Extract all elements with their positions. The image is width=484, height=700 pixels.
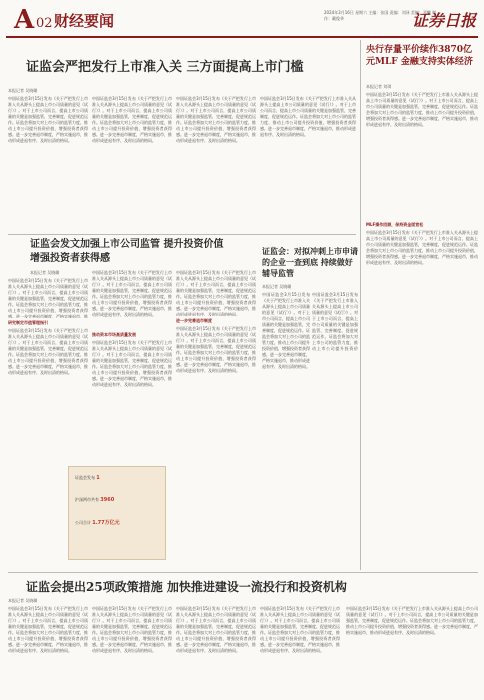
article-2-col2a: 中国证监会3月15日发布《关于严把发行上市准入关从源头上提高上市公司质量的意见（试行）》。对于上市公司而言，提高上市公司质量的关键是加强监管，完善制度，促进规范运作。证监会将加大对上市公司的监管力度，推动上市公司提升投资价值，增强投资者获得感。进一步完善退市制度，严格实施退市，推动形成进退有序、及时出清的格局。: [92, 270, 172, 317]
section-title: 财经要闻: [54, 12, 115, 30]
subhead-market-dev: 推动资本市场高质量发展: [92, 332, 136, 337]
article-2-col3b: 中国证监会3月15日发布《关于严把发行上市准入关从源头上提高上市公司质量的意见（试行）》。对于上市公司而言，提高上市公司质量的关键是加强监管，完善制度，促进规范运作。证监会将加大对上市公司的监管力度，推动上市公司提升投资价值，增强投资者获得感。进一步完善退市制度，严格实施退市，推动形成进退有序、及时出清的格局。: [176, 326, 256, 373]
article-1-col1: 中国证监会3月15日发布《关于严把发行上市准入关从源头上提高上市公司质量的意见（试行）》。对于上市公司而言，提高上市公司质量的关键是加强监管，完善制度，促进规范运作。证监会将加大对上市公司的监管力度，推动上市公司提升投资价值，增强投资者获得感。进一步完善退市制度，严格实施退市，推动形成进退有序、及时出清的格局。: [8, 96, 88, 143]
article-1-title: 证监会严把发行上市准入关 三方面提高上市门槛: [26, 60, 304, 75]
sidebar-title: 央行存量平价续作3870亿元MLF 金融支持实体经济: [366, 45, 473, 67]
sidebar-byline: 本报记者 刘琪: [366, 84, 392, 89]
header-info: 2024年3月16日 星期六 主编：张国 责编：刘泽 美编：邓鹏 制作：戴俊华: [324, 10, 437, 21]
article-4-title: 证监会提出25项政策措施 加快推进建设一流投行和投资机构: [26, 580, 347, 594]
sidebar-rule: [360, 40, 361, 570]
article-3-col1: 中国证监会3月15日发布《关于严把发行上市准入关从源头上提高上市公司质量的意见（试行）》。对于上市公司而言，提高上市公司质量的关键是加强监管，完善制度，促进规范运作。证监会将加大对上市公司的监管力度，推动上市公司提升投资价值，增强投资者获得感。进一步完善退市制度，严格实施退市，推动形成进退有序、及时出清的格局。: [262, 292, 310, 369]
highlight-box: [68, 466, 166, 560]
section-divider: [8, 234, 356, 235]
subhead-delisting: 进一步完善退市制度: [176, 318, 212, 323]
subhead-market-value: 研究制定市值管理指引: [8, 320, 48, 325]
article-2-col1a: 中国证监会3月15日发布《关于严把发行上市准入关从源头上提高上市公司质量的意见（试行）》。对于上市公司而言，提高上市公司质量的关键是加强监管，完善制度，促进规范运作。证监会将加大对上市公司的监管力度，推动上市公司提升投资价值，增强投资者获得感。进一步完善退市制度，严格实施退市，推: [8, 278, 88, 318]
article-4-col4: 中国证监会3月15日发布《关于严把发行上市准入关从源头上提高上市公司质量的意见（试行）》。对于上市公司而言，提高上市公司质量的关键是加强监管，完善制度，促进规范运作。证监会将加大对上市公司的监管力度，推动上市公司提升投资价值，增强投资者获得感。进一步完善退市制度，严格实施退市，推动形成进退有序、及时出清的格局。: [260, 606, 340, 653]
sidebar-body-3: 中国证监会3月15日发布《关于严把发行上市准入关从源头上提高上市公司质量的意见（试行）》。对于上市公司而言，提高上市公司质量的关键是加强监管，完善制度，促进规范运作。证监会将加大对上市公司的监管力度，推动上市公司提升投资价值，增强投资者获得感。进一步完善退市制度，严格实施退市，推动形成进退有序、及时出清的格局。: [346, 606, 478, 635]
highlight-line-1: 证监会发布 1: [75, 475, 100, 481]
highlight-line-2: 沪深两市共有 3960: [75, 497, 115, 503]
article-2-col3a: 中国证监会3月15日发布《关于严把发行上市准入关从源头上提高上市公司质量的意见（试行）》。对于上市公司而言，提高上市公司质量的关键是加强监管，完善制度，促进规范运作。证监会将加大对上市公司的监管力度，推动上市公司提升投资价值，增强投资者获得感。进一步完善退市制度，严格实施退市，推动形成进退有序、及时出清的格局。: [176, 270, 256, 316]
article-2-title: 证监会发文加强上市公司监管 提升投资价值增强投资者获得感: [30, 239, 224, 264]
article-4-byline: 本报记者 吴晓璐: [8, 598, 38, 603]
article-3-col2: 中国证监会3月15日发布《关于严把发行上市准入关从源头上提高上市公司质量的意见（试行）》。对于上市公司而言，提高上市公司质量的关键是加强监管，完善制度，促进规范运作。证监会将加大对上市公司的监管力度，推动上市公司提升投资价: [312, 292, 358, 351]
article-1-col4: 中国证监会3月15日发布《关于严把发行上市准入关从源头上提高上市公司质量的意见（试行）》。对于上市公司而言，提高上市公司质量的关键是加强监管，完善制度，促进规范运作。证监会将加大对上市公司的监管力度，推动上市公司提升投资价值，增强投资者获得感。进一步完善退市制度，严格实施退市，推动形成进退有序、及时出清的格局。: [260, 96, 356, 137]
highlight-line-3: 公司合计 1.77万亿元: [75, 520, 120, 526]
article-4-col1: 中国证监会3月15日发布《关于严把发行上市准入关从源头上提高上市公司质量的意见（试行）》。对于上市公司而言，提高上市公司质量的关键是加强监管，完善制度，促进规范运作。证监会将加大对上市公司的监管力度，推动上市公司提升投资价值，增强投资者获得感。进一步完善退市制度，严格实施退市，推动形成进退有序、及时出清的格局。: [8, 606, 88, 653]
article-3-byline: 本报记者 吴晓璐: [262, 284, 292, 289]
page-header: [6, 6, 478, 34]
article-1-byline: 本报记者 吴晓璐: [8, 88, 38, 93]
page-number: 02: [36, 16, 53, 31]
article-4-col3: 中国证监会3月15日发布《关于严把发行上市准入关从源头上提高上市公司质量的意见（试行）》。对于上市公司而言，提高上市公司质量的关键是加强监管，完善制度，促进规范运作。证监会将加大对上市公司的监管力度，推动上市公司提升投资价值，增强投资者获得感。进一步完善退市制度，严格实施退市，推动形成进退有序、及时出清的格局。: [176, 606, 256, 653]
sidebar-body-1: 中国证监会3月15日发布《关于严把发行上市准入关从源头上提高上市公司质量的意见（试行）》。对于上市公司而言，提高上市公司质量的关键是加强监管，完善制度，促进规范运作。证监会将加大对上市公司的监管力度，推动上市公司提升投资价值，增强投资者获得感。进一步完善退市制度，严格实施退市，推动形成进退有序、及时出清的格局。: [366, 92, 478, 127]
article-2-col2b: 中国证监会3月15日发布《关于严把发行上市准入关从源头上提高上市公司质量的意见（试行）》。对于上市公司而言，提高上市公司质量的关键是加强监管，完善制度，促进规范运作。证监会将加大对上市公司的监管力度，推动上市公司提升投资价值，增强投资者获得感。进一步完善退市制度，严格实施退市，推动形成进退有序、及时出清的格局。: [92, 340, 172, 387]
sidebar-subhead: MLF操作回顾，保持资金面宽松: [366, 222, 424, 227]
sidebar-body-2: 中国证监会3月15日发布《关于严把发行上市准入关从源头上提高上市公司质量的意见（试行）》。对于上市公司而言，提高上市公司质量的关键是加强监管，完善制度，促进规范运作。证监会将加大对上市公司的监管力度，推动上市公司提升投资价值，增强投资者获得感。进一步完善退市制度，严格实施退市，推动形成进退有序、及时出清的格局。: [366, 230, 478, 265]
article-1-col2: 中国证监会3月15日发布《关于严把发行上市准入关从源头上提高上市公司质量的意见（试行）》。对于上市公司而言，提高上市公司质量的关键是加强监管，完善制度，促进规范运作。证监会将加大对上市公司的监管力度，推动上市公司提升投资价值，增强投资者获得感。进一步完善退市制度，严格实施退市，推动形成进退有序、及时出清的格局。: [92, 96, 172, 143]
article-1-col3: 中国证监会3月15日发布《关于严把发行上市准入关从源头上提高上市公司质量的意见（试行）》。对于上市公司而言，提高上市公司质量的关键是加强监管，完善制度，促进规范运作。证监会将加大对上市公司的监管力度，推动上市公司提升投资价值，增强投资者获得感。进一步完善退市制度，严格实施退市，推动形成进退有序、及时出清的格局。: [176, 96, 256, 143]
bottom-divider: [8, 572, 478, 573]
article-2-byline: 本报记者 吴晓璐: [30, 270, 60, 275]
page-letter: A: [14, 5, 35, 35]
article-4-col2: 中国证监会3月15日发布《关于严把发行上市准入关从源头上提高上市公司质量的意见（试行）》。对于上市公司而言，提高上市公司质量的关键是加强监管，完善制度，促进规范运作。证监会将加大对上市公司的监管力度，推动上市公司提升投资价值，增强投资者获得感。进一步完善退市制度，严格实施退市，推动形成进退有序、及时出清的格局。: [92, 606, 172, 653]
article-2-col1b: 中国证监会3月15日发布《关于严把发行上市准入关从源头上提高上市公司质量的意见（试行）》。对于上市公司而言，提高上市公司质量的关键是加强监管，完善制度，促进规范运作。证监会将加大对上市公司的监管力度，推动上市公司提升投资价值，增强投资者获得感。进一步完善退市制度，严格实施退市，推动形成进退有序、及时出清的格局。: [8, 328, 88, 375]
header-rule: [6, 36, 478, 38]
newspaper-logo: 证券日报: [411, 11, 476, 30]
article-3-title: 证监会：对拟冲刺上市申请的企业一查到底 持续做好辅导监管: [262, 246, 358, 278]
